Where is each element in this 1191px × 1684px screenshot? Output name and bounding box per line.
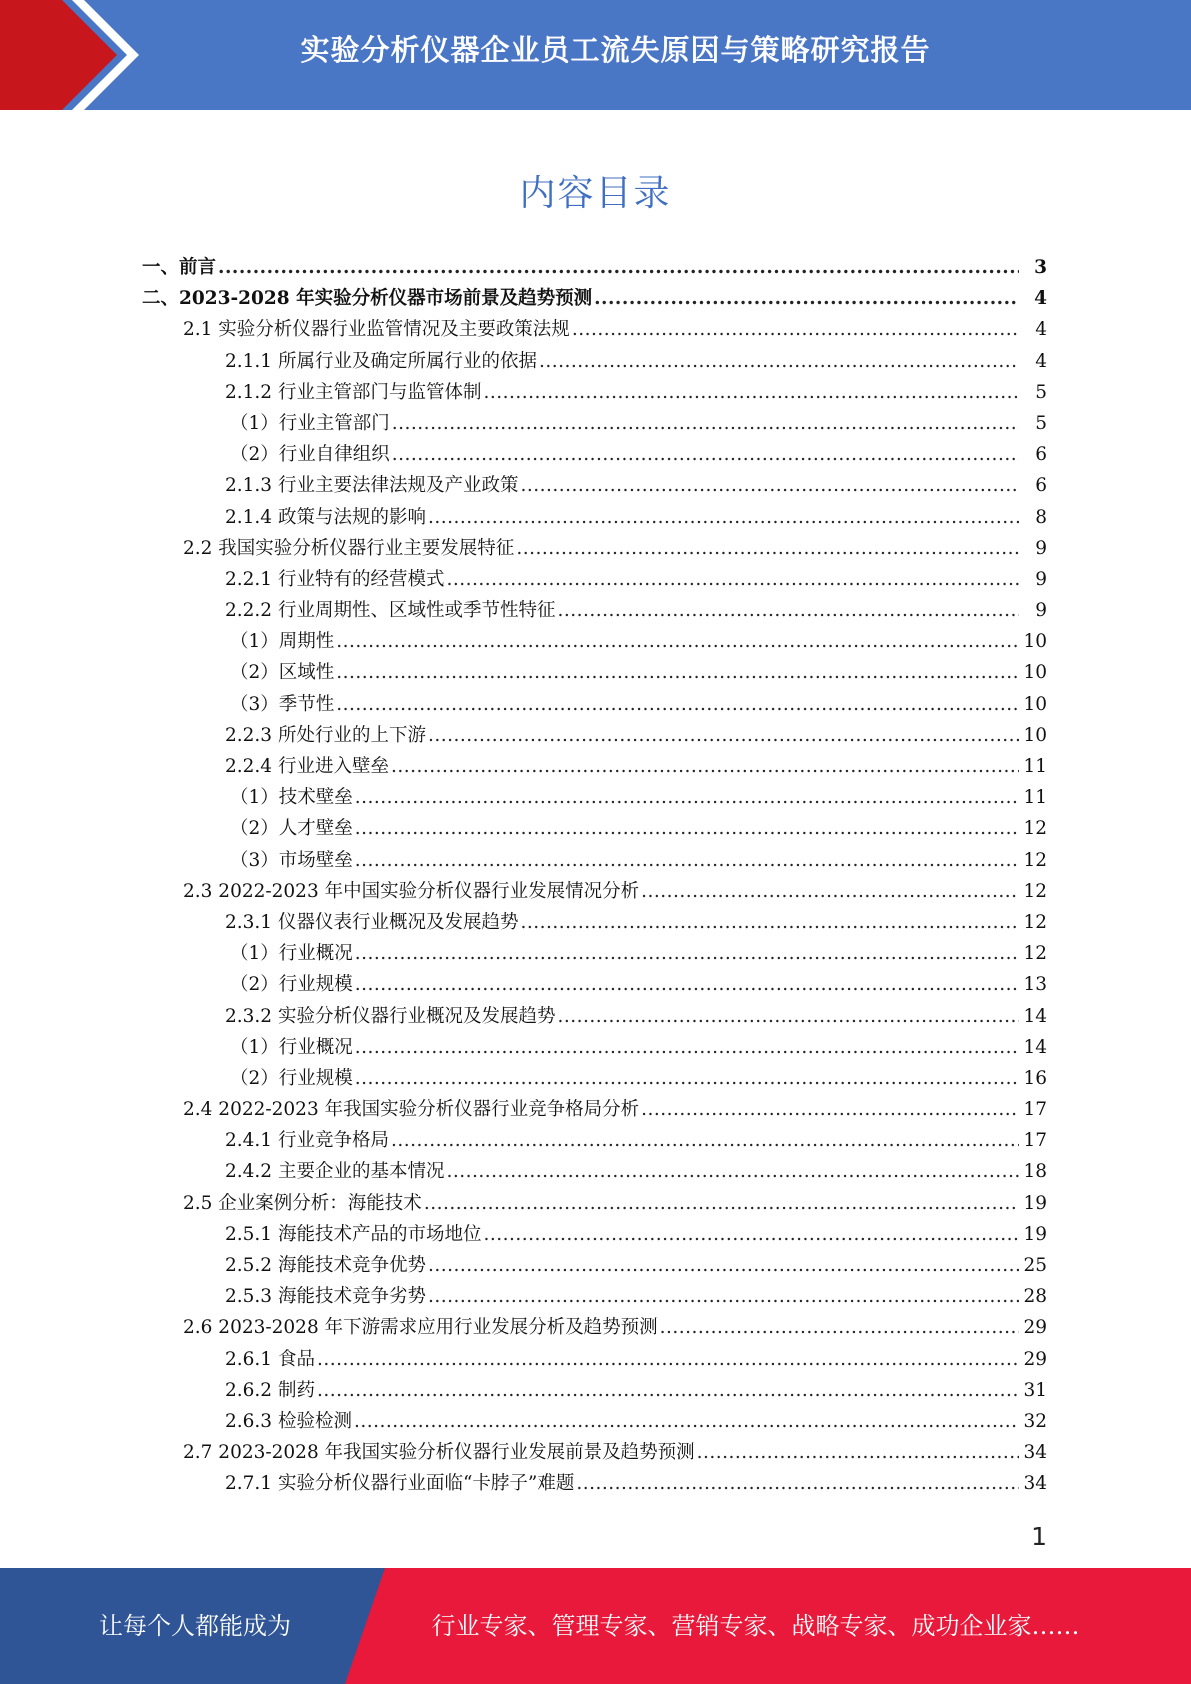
toc-entry-title: （1）技术壁垒 [230, 787, 353, 809]
toc-entry[interactable] [0, 877, 1191, 908]
toc-entry-title: 2.2.3 所处行业的上下游 [225, 724, 426, 746]
toc-entry[interactable] [0, 939, 1191, 970]
toc-dot-leader [355, 1037, 1019, 1058]
toc-entry-title: （1）行业主管部门 [230, 412, 390, 434]
toc-dot-leader [355, 974, 1019, 995]
toc-entry-page: 17 [1023, 1130, 1047, 1152]
toc-dot-leader [424, 1193, 1019, 1214]
toc-dot-leader [336, 631, 1019, 652]
toc-entry-title: （2）人才壁垒 [230, 818, 353, 840]
toc-entry-page: 19 [1023, 1192, 1047, 1214]
toc-entry-page: 9 [1035, 537, 1047, 559]
toc-entry-page: 5 [1035, 381, 1047, 403]
toc-dot-leader [218, 257, 1019, 278]
toc-entry-page: 10 [1023, 693, 1047, 715]
toc-dot-leader [483, 1224, 1019, 1245]
footer-slogan-right: 行业专家、管理专家、营销专家、战略专家、成功企业家…… [431, 1612, 1080, 1640]
toc-entry[interactable] [0, 1376, 1191, 1407]
toc-entry-page: 4 [1034, 288, 1047, 310]
footer-slogan-left: 让每个人都能成为 [99, 1612, 291, 1640]
toc-entry[interactable] [0, 471, 1191, 502]
toc-entry-page: 25 [1023, 1255, 1047, 1276]
toc-entry[interactable] [0, 1033, 1191, 1064]
toc-dot-leader [391, 1130, 1019, 1151]
toc-dot-leader [355, 943, 1019, 964]
header-banner [0, 0, 1191, 110]
toc-entry[interactable] [0, 1251, 1191, 1282]
toc-entry[interactable] [0, 721, 1191, 752]
toc-entry-page: 8 [1035, 506, 1047, 528]
toc-entry-page: 13 [1023, 974, 1047, 996]
toc-entry[interactable] [0, 970, 1191, 1001]
toc-entry[interactable] [0, 347, 1191, 378]
toc-entry-title: 2.6.2 制药 [225, 1379, 315, 1401]
toc-entry-page: 9 [1035, 600, 1047, 622]
toc-entry-page: 11 [1023, 787, 1047, 809]
toc-entry-title: 2.6 2023-2028 年下游需求应用行业发展分析及趋势预测 [183, 1317, 658, 1339]
header-arrow-icon [0, 0, 150, 110]
report-title: 实验分析仪器企业员工流失原因与策略研究报告 [300, 33, 931, 67]
toc-entry-page: 6 [1035, 475, 1047, 497]
toc-entry-page: 11 [1023, 756, 1047, 777]
toc-entry-title: （1）行业概况 [230, 943, 353, 965]
toc-entry-title: 2.3.2 实验分析仪器行业概况及发展趋势 [225, 1005, 556, 1027]
toc-dot-leader [392, 444, 1019, 465]
toc-entry-title: 二、2023-2028 年实验分析仪器市场前景及趋势预测 [142, 288, 593, 310]
toc-dot-leader [520, 912, 1019, 933]
toc-dot-leader [336, 694, 1019, 715]
toc-entry-title: 2.1.4 政策与法规的影响 [225, 506, 426, 528]
toc-entry-title: 2.2 我国实验分析仪器行业主要发展特征 [183, 537, 515, 559]
toc-dot-leader [317, 1349, 1019, 1370]
toc-entry-title: 2.4.1 行业竞争格局 [225, 1130, 389, 1152]
toc-entry-title: 2.1.3 行业主要法律法规及产业政策 [225, 475, 519, 497]
toc-entry-title: 一、前言 [142, 257, 217, 278]
toc-entry-title: （2）行业规模 [230, 974, 353, 996]
toc-entry[interactable] [0, 1189, 1191, 1220]
toc-dot-leader [317, 1380, 1019, 1401]
toc-entry-title: 2.4.2 主要企业的基本情况 [225, 1161, 445, 1183]
toc-entry[interactable] [0, 1002, 1191, 1033]
toc-entry-page: 29 [1023, 1348, 1047, 1370]
toc-dot-leader [576, 1473, 1019, 1494]
toc-entry-title: （2）区域性 [230, 662, 335, 684]
toc-entry-page: 18 [1023, 1161, 1047, 1183]
toc-entry[interactable] [0, 1064, 1191, 1095]
toc-entry[interactable] [0, 627, 1191, 658]
toc-entry-title: 2.5 企业案例分析：海能技术 [183, 1192, 422, 1214]
toc-dot-leader [641, 881, 1019, 902]
toc-dot-leader [446, 569, 1019, 590]
toc-entry[interactable] [0, 315, 1191, 346]
toc-entry-title: 2.1.2 行业主管部门与监管体制 [225, 381, 482, 403]
toc-dot-leader [336, 662, 1019, 683]
toc-entry-title: （3）季节性 [230, 693, 335, 715]
toc-entry-title: 2.3 2022-2023 年中国实验分析仪器行业发展情况分析 [183, 880, 640, 902]
toc-entry-title: 2.5.2 海能技术竞争优势 [225, 1255, 426, 1276]
toc-dot-leader [516, 538, 1019, 559]
toc-dot-leader [557, 1006, 1019, 1027]
toc-dot-leader [391, 756, 1019, 777]
toc-entry[interactable] [0, 1345, 1191, 1376]
toc-entry-page: 12 [1023, 849, 1047, 871]
toc-entry-page: 12 [1023, 943, 1047, 965]
toc-entry[interactable] [0, 1220, 1191, 1251]
toc-entry[interactable] [0, 1438, 1191, 1469]
table-of-contents [0, 253, 1191, 1501]
toc-dot-leader [428, 725, 1019, 746]
toc-dot-leader [355, 818, 1019, 839]
toc-dot-leader [355, 787, 1019, 808]
toc-entry-title: 2.5.1 海能技术产品的市场地位 [225, 1223, 482, 1245]
toc-entry[interactable] [0, 814, 1191, 845]
toc-entry-page: 16 [1023, 1067, 1047, 1089]
toc-entry-title: 2.1.1 所属行业及确定所属行业的依据 [225, 350, 537, 372]
footer-banner [0, 1568, 1191, 1684]
toc-entry[interactable] [0, 783, 1191, 814]
toc-entry-title: 2.2.2 行业周期性、区域性或季节性特征 [225, 600, 556, 622]
toc-entry-title: 2.4 2022-2023 年我国实验分析仪器行业竞争格局分析 [183, 1099, 640, 1121]
toc-entry-page: 34 [1023, 1442, 1047, 1464]
toc-entry-page: 31 [1023, 1379, 1047, 1401]
toc-entry[interactable] [0, 596, 1191, 627]
toc-dot-leader [355, 850, 1019, 871]
toc-dot-leader [355, 1068, 1019, 1089]
toc-entry-title: （1）周期性 [230, 631, 335, 653]
toc-entry[interactable] [0, 378, 1191, 409]
toc-entry[interactable] [0, 409, 1191, 440]
toc-dot-leader [557, 600, 1019, 621]
toc-entry-page: 4 [1035, 350, 1047, 372]
toc-entry[interactable] [0, 1407, 1191, 1438]
toc-dot-leader [446, 1161, 1019, 1182]
toc-entry-page: 12 [1023, 818, 1047, 840]
toc-entry-page: 3 [1034, 257, 1047, 278]
toc-entry-page: 28 [1023, 1286, 1047, 1308]
toc-entry[interactable] [0, 846, 1191, 877]
toc-entry[interactable] [0, 1126, 1191, 1157]
toc-entry-title: （1）行业概况 [230, 1036, 353, 1058]
toc-entry[interactable] [0, 658, 1191, 689]
toc-heading: 内容目录 [519, 173, 672, 214]
toc-entry[interactable] [0, 565, 1191, 596]
toc-entry-title: 2.3.1 仪器仪表行业概况及发展趋势 [225, 911, 519, 933]
toc-dot-leader [428, 507, 1019, 528]
toc-entry-title: 2.6.3 检验检测 [225, 1410, 352, 1432]
toc-entry-page: 10 [1023, 662, 1047, 684]
toc-entry-title: 2.7.1 实验分析仪器行业面临“卡脖子”难题 [225, 1473, 575, 1495]
toc-entry[interactable] [0, 440, 1191, 471]
toc-entry-title: 2.2.4 行业进入壁垒 [225, 756, 389, 777]
toc-dot-leader [641, 1099, 1019, 1120]
toc-entry[interactable] [0, 1282, 1191, 1313]
toc-dot-leader [428, 1286, 1019, 1307]
toc-entry-page: 12 [1023, 880, 1047, 902]
toc-dot-leader [392, 413, 1019, 434]
toc-entry-page: 12 [1023, 911, 1047, 933]
toc-entry-page: 5 [1035, 412, 1047, 434]
toc-entry-page: 6 [1035, 444, 1047, 466]
page-number: 1 [1031, 1522, 1047, 1551]
toc-entry-page: 17 [1023, 1099, 1047, 1121]
toc-entry-page: 29 [1023, 1317, 1047, 1339]
toc-entry-page: 19 [1023, 1223, 1047, 1245]
toc-entry-title: 2.7 2023-2028 年我国实验分析仪器行业发展前景及趋势预测 [183, 1442, 695, 1464]
toc-entry-page: 4 [1035, 319, 1047, 341]
toc-entry[interactable] [0, 690, 1191, 721]
toc-entry[interactable] [0, 1469, 1191, 1500]
toc-dot-leader [697, 1442, 1019, 1463]
toc-entry[interactable] [0, 1157, 1191, 1188]
toc-entry-title: 2.6.1 食品 [225, 1348, 315, 1370]
toc-entry[interactable] [0, 534, 1191, 565]
toc-entry[interactable] [0, 253, 1191, 284]
toc-entry-title: 2.5.3 海能技术竞争劣势 [225, 1286, 426, 1308]
toc-dot-leader [572, 319, 1019, 340]
toc-entry-page: 32 [1023, 1410, 1047, 1432]
toc-dot-leader [483, 382, 1019, 403]
toc-entry-title: 2.2.1 行业特有的经营模式 [225, 568, 445, 590]
toc-entry[interactable] [0, 503, 1191, 534]
toc-dot-leader [354, 1411, 1019, 1432]
toc-entry[interactable] [0, 1313, 1191, 1344]
toc-entry-page: 14 [1023, 1036, 1047, 1058]
toc-dot-leader [428, 1255, 1019, 1276]
toc-entry-page: 10 [1023, 631, 1047, 653]
toc-entry[interactable] [0, 1095, 1191, 1126]
toc-dot-leader [539, 351, 1019, 372]
toc-entry-page: 9 [1035, 568, 1047, 590]
toc-entry-page: 14 [1023, 1005, 1047, 1027]
toc-entry[interactable] [0, 752, 1191, 783]
toc-dot-leader [520, 475, 1019, 496]
toc-dot-leader [660, 1317, 1019, 1338]
toc-entry-page: 10 [1023, 724, 1047, 746]
toc-dot-leader [594, 288, 1019, 309]
toc-entry-title: 2.1 实验分析仪器行业监管情况及主要政策法规 [183, 319, 570, 341]
toc-entry-page: 34 [1023, 1473, 1047, 1495]
toc-entry-title: （2）行业自律组织 [230, 444, 390, 466]
toc-entry-title: （2）行业规模 [230, 1067, 353, 1089]
toc-entry[interactable] [0, 908, 1191, 939]
toc-entry[interactable] [0, 284, 1191, 315]
toc-entry-title: （3）市场壁垒 [230, 849, 353, 871]
